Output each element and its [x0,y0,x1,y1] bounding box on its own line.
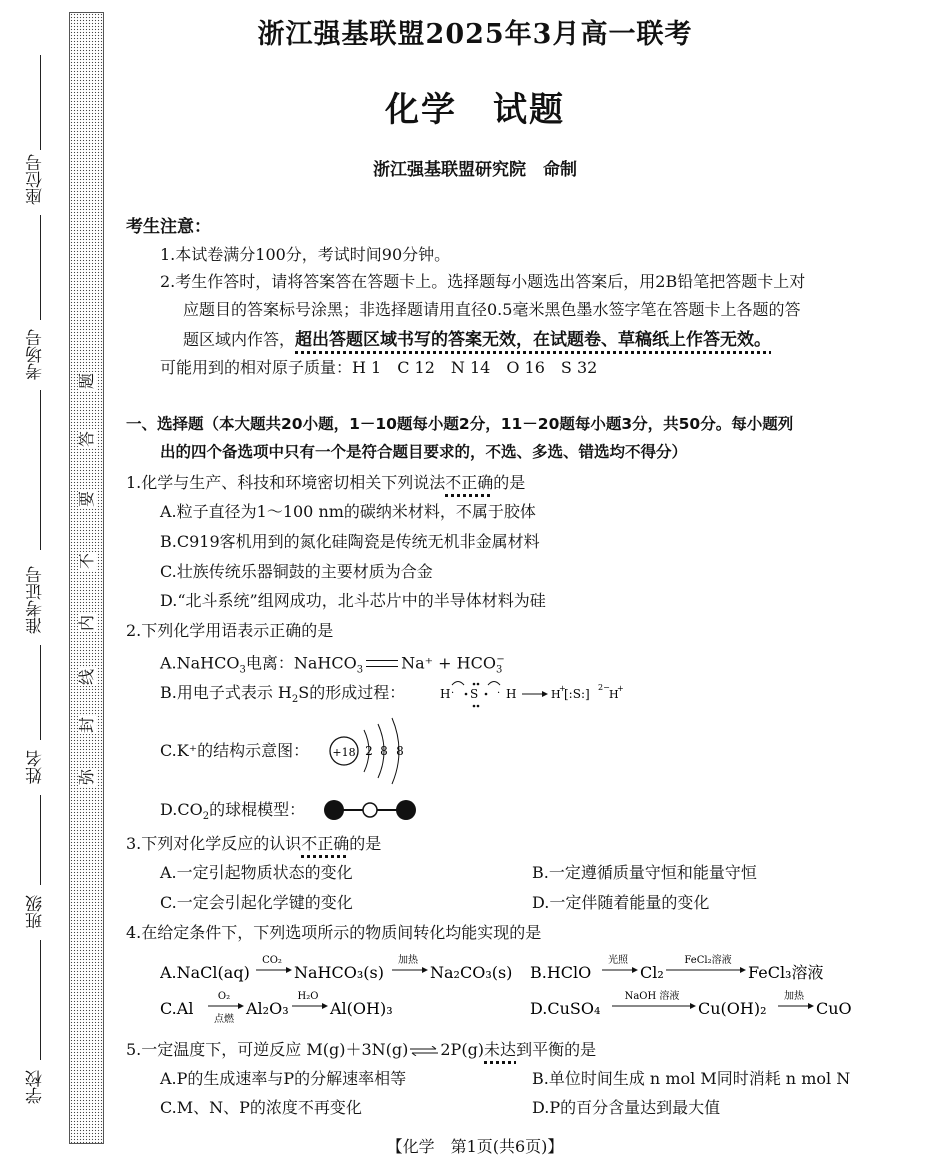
q5-stem-tail: 到平衡的是 [516,1040,597,1059]
svg-text:CO₂: CO₂ [262,955,282,966]
shell-electrons: 8 [380,744,388,758]
q3-option-b: B.一定遵循质量守恒和能量守恒 [532,863,757,882]
exam-room-label: 考场号 [26,329,46,381]
svg-text:A.NaCl(aq): A.NaCl(aq) [160,963,250,982]
svg-text:加热: 加热 [398,955,418,966]
q3-stem-tail: 的是 [349,834,382,853]
seal-char: 弥 [77,769,96,786]
question-5-stem [126,1040,596,1061]
q2-option-d: $D.CO_2$的球棍模型： [160,800,306,823]
svg-text:FeCl₃溶液: FeCl₃溶液 [748,963,824,982]
svg-text:FeCl₂溶液: FeCl₂溶液 [684,955,732,966]
svg-text:NaHCO₃(s): NaHCO₃(s) [294,963,384,982]
q5-option-c: C.M、N、P的浓度不再变化 [160,1098,362,1117]
electron-formula-diagram [438,676,648,710]
q2b-text: B.用电子式表示 H [160,683,292,702]
question-3-stem [126,834,381,854]
notice-emphasis: 超出答题区域书写的答案无效，在试题卷、草稿纸上作答无效。 [295,330,772,350]
seat-number-label: 座位号 [26,154,46,206]
svg-text:Al₂O₃: Al₂O₃ [246,999,289,1018]
svg-text:+: + [617,684,624,693]
seal-char: 要 [77,491,96,508]
svg-text:Cu(OH)₂: Cu(OH)₂ [698,999,767,1018]
q5-option-d: D.P的百分含量达到最大值 [532,1098,721,1117]
q2-option-b: B.用电子式表示 $H_2S$的形成过程： [160,683,406,706]
q2-option-c: C.K⁺的结构示意图： [160,741,310,760]
notice-item: 应题目的答案标号涂黑；非选择题请用直径0.5毫米黑色墨水签字笔在答题卡上各题的答 [183,300,801,319]
name-label: 姓名 [26,750,46,785]
svg-text:H: H [609,688,619,701]
seal-char: 不 [77,553,96,570]
section-heading: 一、选择题（本大题共20小题，1－10题每小题2分，11－20题每小题3分，共50分。每小题列 [126,415,794,433]
shell-electrons: 8 [396,744,404,758]
seal-char: 题 [77,373,96,390]
q1-emphasis: 不正确 [445,473,494,492]
q2a-text-mid: 电离：NaHCO [245,653,357,673]
notice-item: 2.考生作答时，请将答案答在答题卡上。选择题每小题选出答案后，用2B铅笔把答题卡上对 [160,272,806,291]
notice-item: 1.本试卷满分100分，考试时间90分钟。 [160,245,451,264]
q5-stem-product: 2P(g) [440,1040,485,1059]
svg-text:O₂: O₂ [217,991,231,1002]
q4-option-c [160,986,530,1032]
svg-text:光照: 光照 [608,955,628,966]
publisher-line: 浙江强基联盟研究院 命制 [373,160,577,180]
q1-option-b: B.C919客机用到的氮化硅陶瓷是传统无机非金属材料 [160,532,540,551]
subject-title: 化学 试题 [385,90,565,130]
svg-text:Na₂CO₃(s): Na₂CO₃(s) [430,963,513,982]
q3-emphasis: 不正确 [301,834,350,853]
question-4-stem: 4.在给定条件下，下列选项所示的物质间转化均能实现的是 [126,923,542,942]
q1-option-c: C.壮族传统乐器铜鼓的主要材质为合金 [160,562,433,581]
q3-option-a: A.一定引起物质状态的变化 [160,863,353,882]
svg-text:Cl₂: Cl₂ [640,963,664,982]
field-line [40,940,41,1060]
q4-option-b [530,948,860,988]
field-line [40,215,41,320]
equilibrium-arrow [410,1041,438,1061]
q3-stem-text: 3.下列对化学反应的认识 [126,834,302,853]
q1-option-d: D.“北斗系统”组网成功，北斗芯片中的半导体材料为硅 [160,591,546,610]
notice-item-start: 题区域内作答， [183,330,296,349]
q1-stem-text: 1.化学与生产、科技和环境密切相关下列说法 [126,473,446,492]
co2-ball-stick-model [322,798,418,822]
q4-option-d [530,986,880,1032]
seal-line-strip [69,12,104,1144]
svg-text:S: S [470,687,479,701]
question-2-stem: 2.下列化学用语表示正确的是 [126,621,334,640]
svg-text:·: · [497,688,501,699]
seal-char: 封 [77,717,96,734]
q5-emphasis: 未达 [484,1040,517,1059]
q4-option-a [160,948,530,988]
svg-text:CuO: CuO [816,999,852,1018]
q1-stem-tail: 的是 [493,473,526,492]
q3-option-d: D.一定伴随着能量的变化 [532,893,710,912]
q2a-rhs: Na⁺ + HCO [401,653,496,673]
svg-text:NaOH 溶液: NaOH 溶液 [624,991,680,1002]
q2d-text: D.CO [160,800,203,819]
svg-text:·: · [451,688,455,699]
shell-electrons: 2 [365,744,373,758]
q5-stem-text: 5.一定温度下，可逆反应 M(g)＋3N(g) [126,1040,409,1059]
q2d-text-mid: 的球棍模型： [209,800,306,819]
svg-text:H: H [506,687,517,701]
svg-text:D.CuSO₄: D.CuSO₄ [530,999,601,1018]
k-ion-structure-diagram [326,716,426,786]
notice-item [183,330,771,350]
school-label: 学校 [26,1070,46,1105]
svg-text:H: H [551,688,561,701]
q5-option-b: B.单位时间生成 n mol M同时消耗 n mol N [532,1069,851,1088]
atomic-masses: 可能用到的相对原子质量：H 1 C 12 N 14 O 16 S 32 [160,358,598,377]
section-heading-cont: 出的四个备选项中只有一个是符合题目要求的，不选、多选、错选均不得分） [160,443,688,461]
svg-text:2−: 2− [598,683,610,692]
page-footer: 【化学 第1页(共6页)】 [386,1137,564,1156]
q5-option-a: A.P的生成速率与P的分解速率相等 [160,1069,407,1088]
notice-heading: 考生注意： [126,217,211,237]
field-line [40,795,41,885]
class-label: 班级 [26,895,46,930]
question-1-stem [126,473,525,493]
q2-option-a: A.NaHCO$_3$电离：NaHCO$_3$ $Na^+ + HCO_3^-$ [160,653,505,676]
seal-char: 线 [77,669,96,686]
seal-char: 内 [77,615,96,632]
q3-option-c: C.一定会引起化学键的变化 [160,893,353,912]
svg-text:加热: 加热 [784,991,804,1002]
admission-number-label: 准考证号 [26,566,46,634]
exam-title: 浙江强基联盟2025年3月高一联考 [257,19,693,50]
double-bar-equals [366,660,398,667]
svg-text:[:S:]: [:S:] [564,687,590,701]
svg-text:点燃: 点燃 [214,1014,234,1025]
svg-text:B.HClO: B.HClO [530,963,592,982]
q2a-text: A.NaHCO [160,653,240,673]
svg-text:Al(OH)₃: Al(OH)₃ [330,999,393,1018]
svg-text:C.Al: C.Al [160,999,194,1018]
field-line [40,390,41,550]
svg-text:H₂O: H₂O [297,991,319,1002]
q2b-text-mid: S的形成过程： [298,683,406,702]
field-line [40,645,41,740]
nucleus-charge: +18 [332,746,356,759]
seal-char: 答 [77,431,96,448]
q1-option-a: A.粒子直径为1～100 nm的碳纳米材料，不属于胶体 [160,502,536,521]
svg-text:+: + [559,684,566,693]
svg-text:H: H [440,687,451,701]
